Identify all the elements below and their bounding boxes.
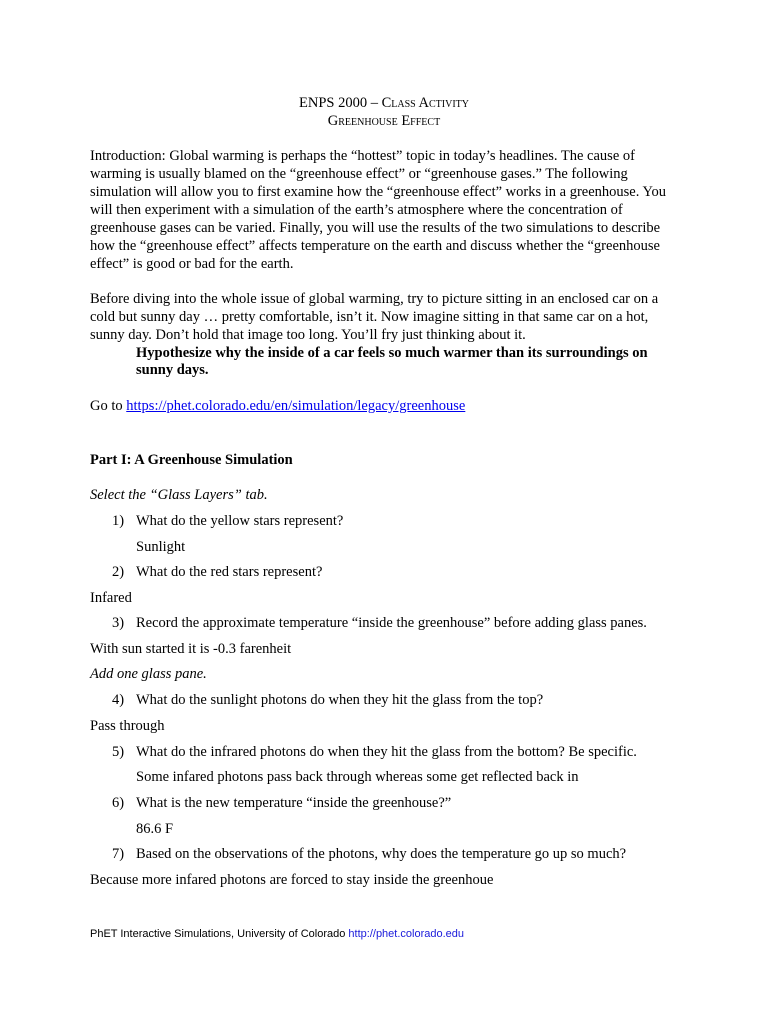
question-number: 4) bbox=[112, 692, 125, 708]
hypothesis-line-2: sunny days. bbox=[136, 362, 209, 378]
answer-7: Because more infared photons are forced to stay inside the greenhoue bbox=[90, 872, 494, 888]
question-number: 5) bbox=[112, 744, 125, 760]
answer-2: Infared bbox=[90, 590, 132, 606]
hypothesis-line-1: Hypothesize why the inside of a car feels so much warmer than its surroundings on bbox=[136, 345, 648, 361]
goto-prefix: Go to bbox=[90, 398, 127, 414]
question-3: Record the approximate temperature “inside the greenhouse” before adding glass panes. bbox=[136, 615, 647, 631]
question-number: 7) bbox=[112, 846, 125, 862]
title-course: ENPS 2000 – bbox=[298, 95, 382, 111]
simulation-link[interactable]: https://phet.colorado.edu/en/simulation/legacy/greenhouse bbox=[126, 398, 466, 414]
subtitle-topic: Greenhouse Effect bbox=[327, 113, 441, 129]
question-5: What do the infrared photons do when they hit the glass from the bottom? Be specific. bbox=[136, 744, 637, 760]
question-number: 6) bbox=[112, 795, 125, 811]
answer-5: Some infared photons pass back through whereas some get reflected back in bbox=[136, 769, 579, 785]
question-1: What do the yellow stars represent? bbox=[136, 513, 344, 529]
footer-link[interactable]: http://phet.colorado.edu bbox=[348, 928, 465, 940]
footer-text: PhET Interactive Simulations, University of Colorado bbox=[90, 928, 349, 940]
intro-paragraph: Introduction: Global warming is perhaps the “hottest” topic in today’s headlines. The cause of warming is usually blamed on the “greenhouse effect” or “greenhouse gases.” The following simulation will allow you to first examine how the “greenhouse effect” works in a greenhouse. You will then experiment with a simulation of the earth’s atmosphere where the concentration of greenhouse gases can be varied. Finally, you will use the results of the two simulations to describe how the “greenhouse effect” affects temperature on the earth and discuss whether the “greenhouse effect” is good or bad for the earth. bbox=[90, 148, 666, 272]
question-7: Based on the observations of the photons, why does the temperature go up so much? bbox=[136, 846, 627, 862]
answer-3: With sun started it is -0.3 farenheit bbox=[90, 641, 292, 657]
question-number: 1) bbox=[112, 513, 125, 529]
question-2: What do the red stars represent? bbox=[136, 564, 323, 580]
page-footer bbox=[90, 927, 464, 941]
question-6: What is the new temperature “inside the greenhouse?” bbox=[136, 795, 452, 811]
instruction-add-pane: Add one glass pane. bbox=[90, 666, 207, 682]
answer-4: Pass through bbox=[90, 718, 165, 734]
question-4: What do the sunlight photons do when they hit the glass from the top? bbox=[136, 692, 544, 708]
title-activity: Class Activity bbox=[381, 95, 469, 111]
page-title bbox=[0, 93, 768, 113]
answer-6: 86.6 F bbox=[136, 821, 174, 837]
part1-heading: Part I: A Greenhouse Simulation bbox=[90, 452, 293, 468]
car-paragraph: Before diving into the whole issue of global warming, try to picture sitting in an enclosed car on a cold but sunny day … pretty comfortable, isn’t it. Now imagine sitting in that same car on a hot, sunny day. Don’t hold that image too long. You’ll fry just thinking about it. bbox=[90, 291, 659, 343]
goto-line bbox=[90, 397, 465, 415]
page-subtitle bbox=[0, 111, 768, 131]
instruction-select-tab: Select the “Glass Layers” tab. bbox=[90, 487, 268, 503]
answer-1: Sunlight bbox=[136, 539, 186, 555]
question-number: 2) bbox=[112, 564, 125, 580]
question-number: 3) bbox=[112, 615, 125, 631]
